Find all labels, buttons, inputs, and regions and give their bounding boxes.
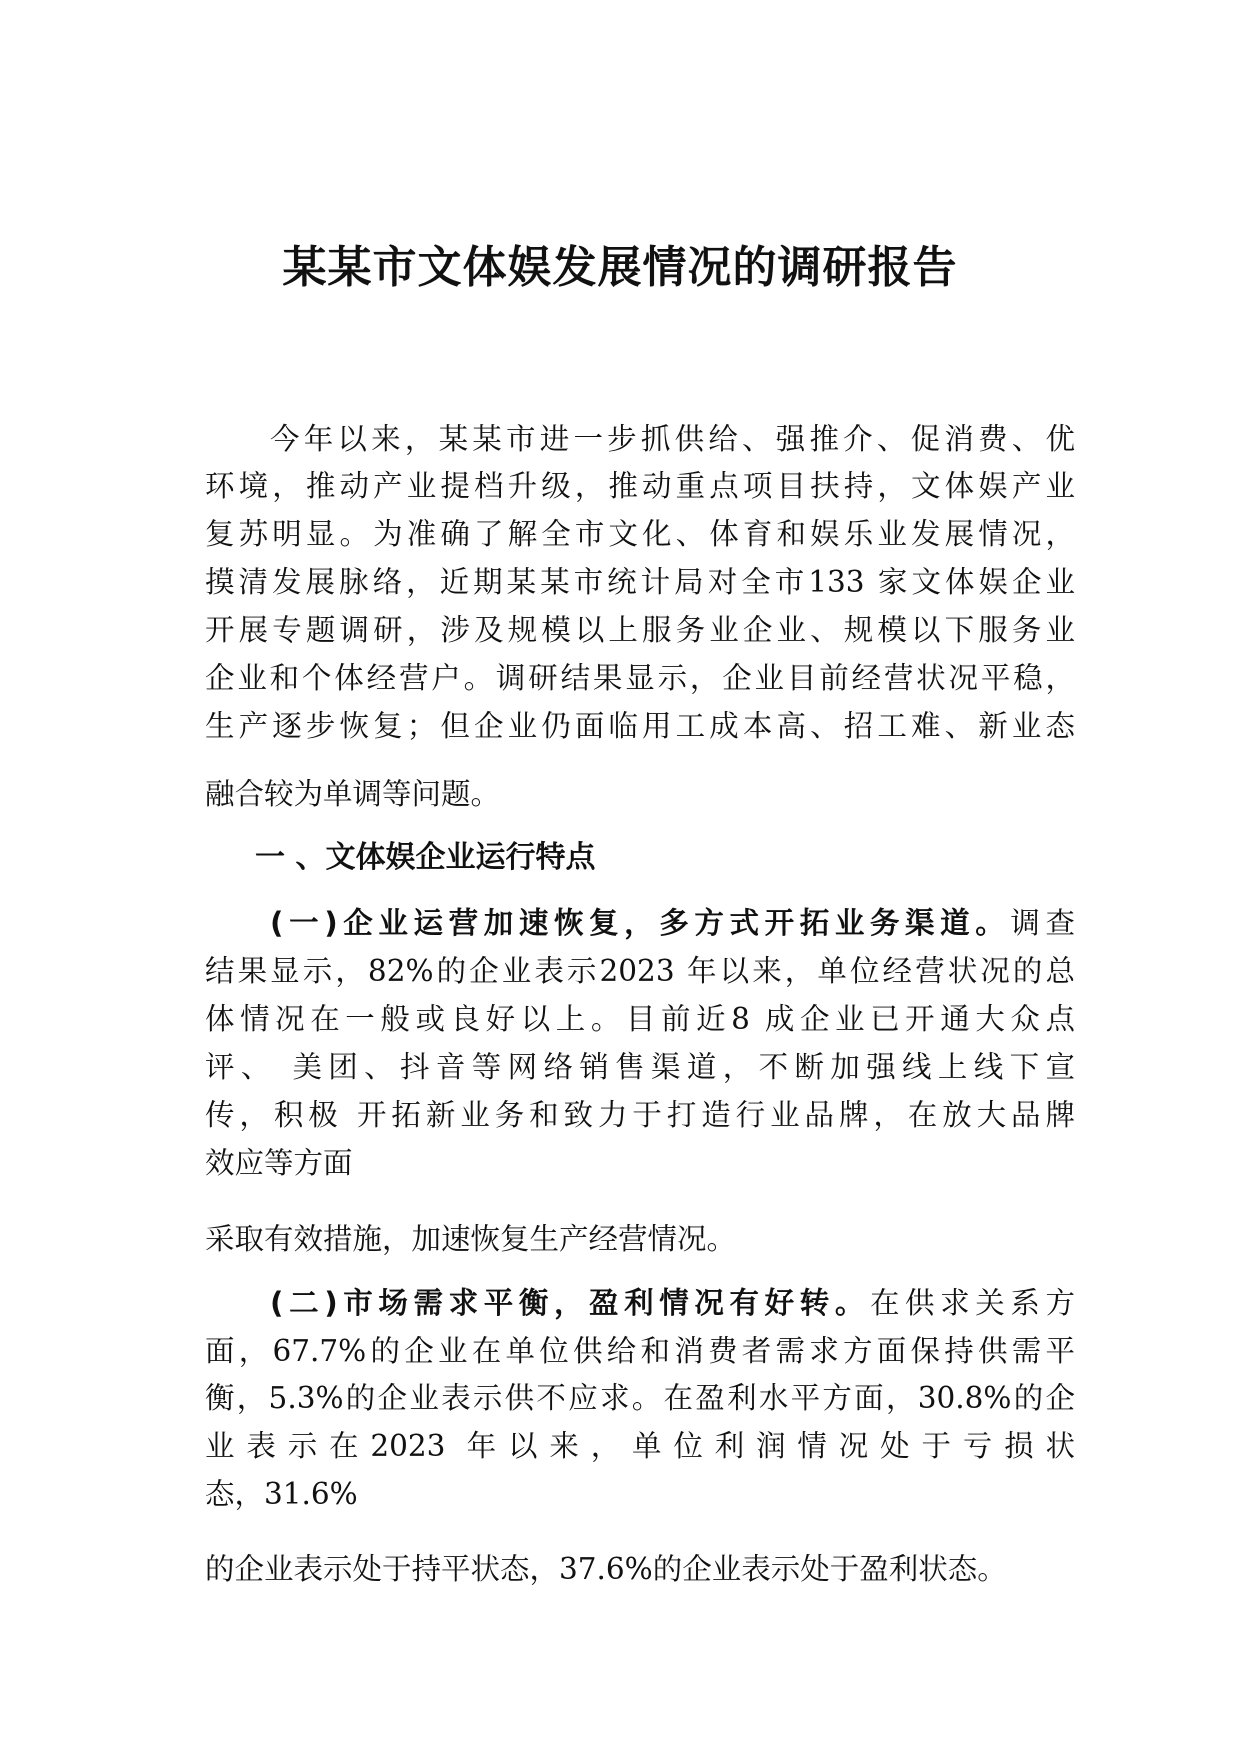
- sub2-lead-tail: 在供求关系方: [869, 1286, 1075, 1320]
- intro-line-7: 生产逐步恢复；但企业仍面临用工成本高、招工难、新业态: [205, 709, 1075, 743]
- intro-line-2: 环境，推动产业提档升级，推动重点项目扶持，文体娱产业: [205, 469, 1075, 503]
- section-heading-1: 一 、文体娱企业运行特点: [255, 840, 596, 875]
- intro-line-3: 复苏明显。为准确了解全市文化、体育和娱乐业发展情况，: [205, 517, 1075, 551]
- sub2-line-5: 的企业表示处于持平状态，37.6%的企业表示处于盈利状态。: [205, 1552, 1007, 1586]
- sub1-line-3: 评、 美团、抖音等网络销售渠道，不断加强线上线下宣: [205, 1050, 1075, 1084]
- sub1-first-line: [270, 903, 1075, 943]
- sub1-line-6: 采取有效措施，加速恢复生产经营情况。: [205, 1222, 737, 1256]
- sub1-lead-tail: 调查: [1010, 906, 1075, 940]
- intro-line-8: 融合较为单调等问题。: [205, 777, 501, 811]
- document-title: 某某市文体娱发展情况的调研报告: [282, 242, 958, 293]
- sub2-lead: (二)市场需求平衡，盈利情况有好转。: [270, 1286, 870, 1320]
- sub2-line-4: 态，31.6%: [205, 1477, 358, 1511]
- sub1-line-1: 结果显示，82%的企业表示2023 年以来，单位经营状况的总: [205, 954, 1075, 988]
- intro-line-5: 开展专题调研，涉及规模以上服务业企业、规模以下服务业: [205, 613, 1075, 647]
- sub2-line-1: 面，67.7%的企业在单位供给和消费者需求方面保持供需平: [205, 1334, 1075, 1368]
- sub2-line-2: 衡，5.3%的企业表示供不应求。在盈利水平方面，30.8%的企: [205, 1381, 1075, 1415]
- sub1-line-5: 效应等方面: [205, 1146, 353, 1180]
- intro-line-1: 今年以来，某某市进一步抓供给、强推介、促消费、优: [270, 422, 1075, 456]
- sub1-line-2: 体情况在一般或良好以上。目前近8 成企业已开通大众点: [205, 1002, 1075, 1036]
- sub1-line-4: 传，积极 开拓新业务和致力于打造行业品牌，在放大品牌: [205, 1098, 1075, 1132]
- sub2-first-line: [270, 1283, 1075, 1323]
- intro-line-6: 企业和个体经营户。调研结果显示，企业目前经营状况平稳，: [205, 661, 1075, 695]
- intro-line-4: 摸清发展脉络，近期某某市统计局对全市133 家文体娱企业: [205, 565, 1075, 599]
- sub1-lead: (一)企业运营加速恢复，多方式开拓业务渠道。: [270, 906, 1011, 940]
- sub2-line-3: 业表示在2023 年以来，单位利润情况处于亏损状: [205, 1429, 1075, 1463]
